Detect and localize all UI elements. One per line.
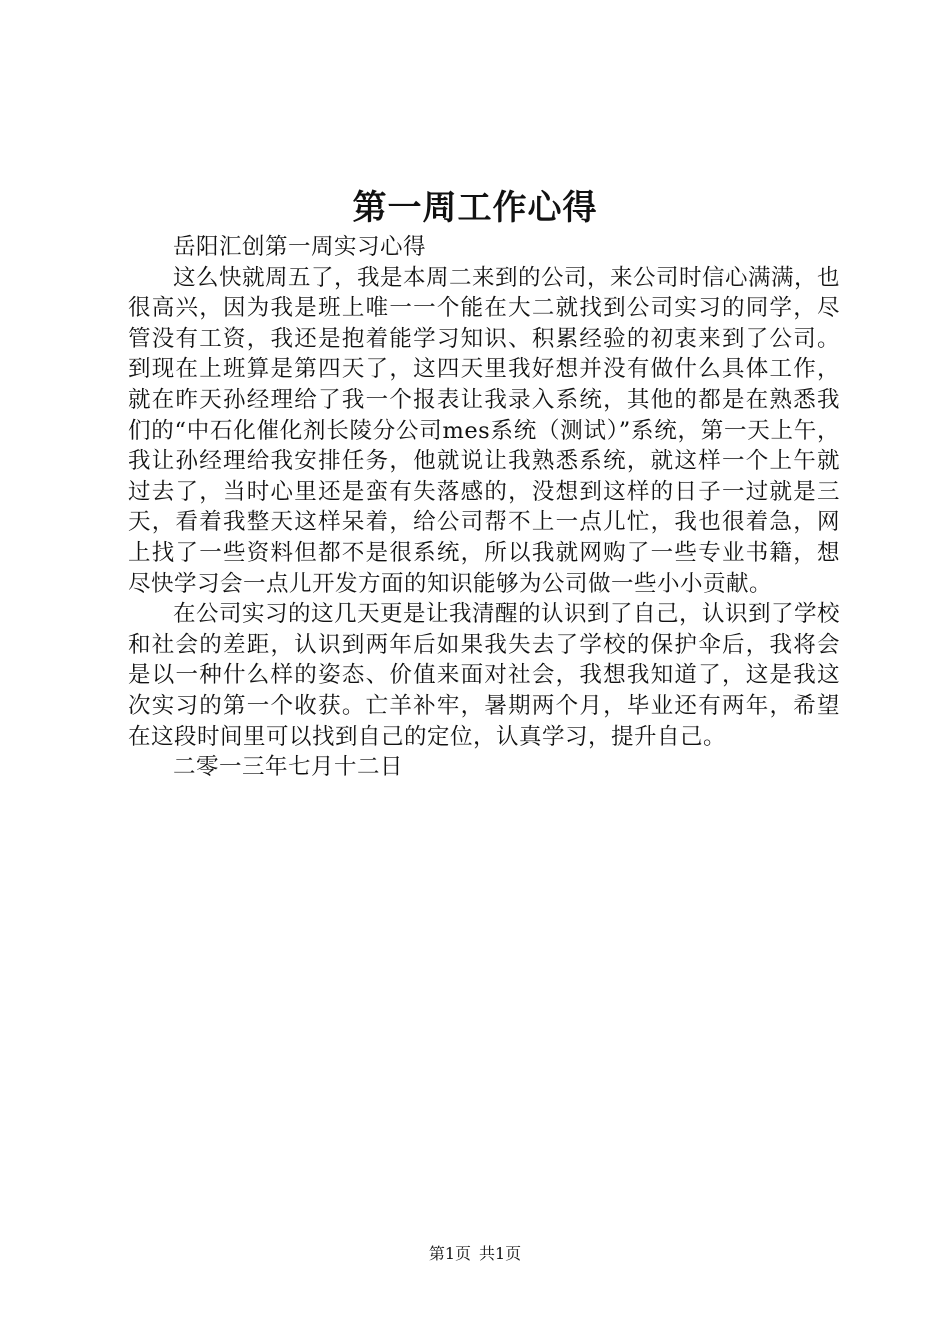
document-title: 第一周工作心得 <box>352 188 598 228</box>
date-paragraph: 二零一三年七月十二日 <box>173 754 404 781</box>
document-body <box>128 232 840 783</box>
page-number: 第1页 <box>428 1244 471 1263</box>
body-paragraph: 在公司实习的这几天更是让我清醒的认识到了自己，认识到了学校和社会的差距，认识到两年后如果我失去了学校的保护伞后，我将会是以一种什么样的姿态、价值来面对社会，我想我知道了，这是我这次实习的第一个收获。亡羊补牢，暑期两个月，毕业还有两年，希望在这段时间里可以找到自己的定位，认真学习，提升自己。 <box>128 601 841 750</box>
body-paragraph: 这么快就周五了，我是本周二来到的公司，来公司时信心满满，也很高兴，因为我是班上唯一一个能在大二就找到公司实习的同学，尽管没有工资，我还是抱着能学习知识、积累经验的初衷来到了公司。到现在上班算是第四天了，这四天里我好想并没有做什么具体工作，就在昨天孙经理给了我一个报表让我录入系统，其他的都是在熟悉我们的“中石化催化剂长陵分公司mes系统（测试）”系统，第一天上午，我让孙经理给我安排任务，他就说让我熟悉系统，就这样一个上午就过去了，当时心里还是蛮有失落感的，没想到这样的日子一过就是三天，看着我整天这样呆着，给公司帮不上一点儿忙，我也很着急，网上找了一些资料但都不是很系统，所以我就网购了一些专业书籍，想尽快学习会一点儿开发方面的知识能够为公司做一些小小贡献。 <box>128 264 841 597</box>
page-footer <box>0 1243 950 1265</box>
page-total: 共1页 <box>479 1244 522 1263</box>
subtitle-paragraph: 岳阳汇创第一周实习心得 <box>173 234 427 260</box>
